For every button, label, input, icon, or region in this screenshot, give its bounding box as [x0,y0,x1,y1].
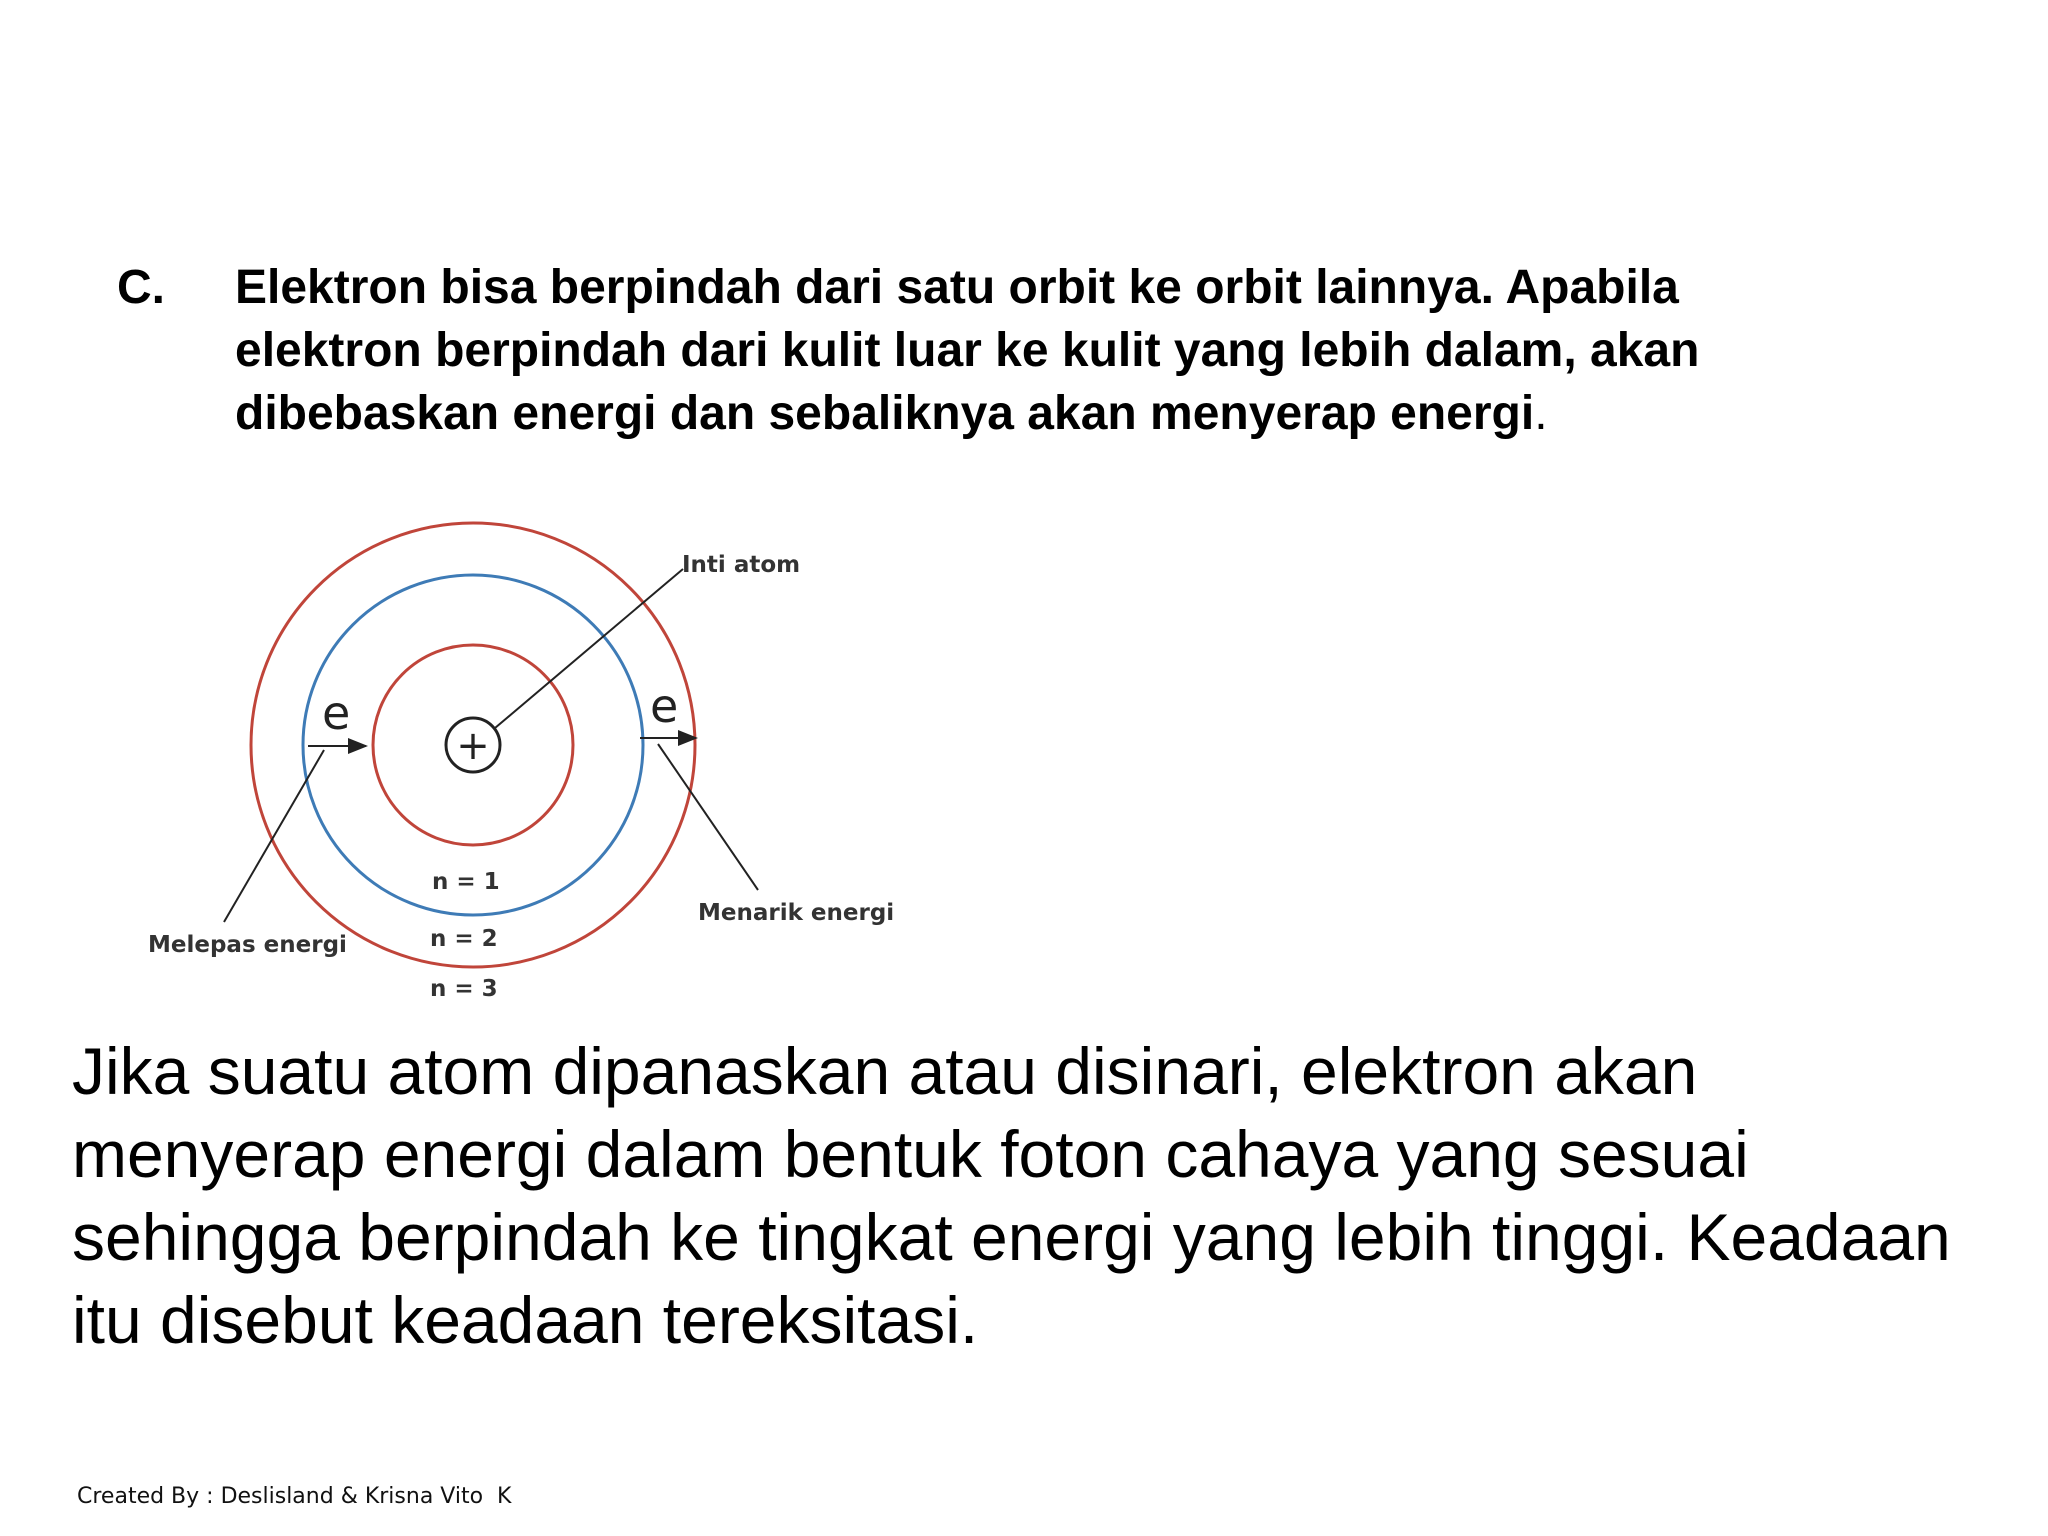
absorb-pointer-line [658,744,758,890]
footer-credit: Created By : Deslisland & Krisna Vito K [77,1484,512,1509]
explanation-paragraph [72,1030,1972,1362]
orbit-label-n1: n = 1 [432,869,500,895]
nucleus-label: Inti atom [682,552,801,578]
bohr-atom-diagram [130,500,910,1020]
orbit-label-n3: n = 3 [430,976,498,1002]
point-end-punct: . [1534,387,1548,440]
bohr-atom-svg [130,500,910,1020]
nucleus-symbol: + [456,723,490,769]
point-marker: C. [117,261,165,314]
electron-left: e [322,686,351,740]
explanation-text: Jika suatu atom dipanaskan atau disinari, elektron akan menyerap energi dalam bentuk foton cahaya yang sesuai sehingga berpindah ke tingkat energi yang lebih tinggi. Keadaan itu disebut keadaan tereksitasi. [72,1034,1951,1357]
absorb-label: Menarik energi [698,900,895,926]
electron-right: e [650,679,679,733]
release-label: Melepas energi [148,932,347,958]
orbit-label-n2: n = 2 [430,926,498,952]
point-text [235,256,1875,445]
point-statement: Elektron bisa berpindah dari satu orbit ke orbit lainnya. Apabila elektron berpindah dari kulit luar ke kulit yang lebih dalam, akan dibebaskan energi dan sebaliknya akan menyerap energi [235,261,1700,440]
